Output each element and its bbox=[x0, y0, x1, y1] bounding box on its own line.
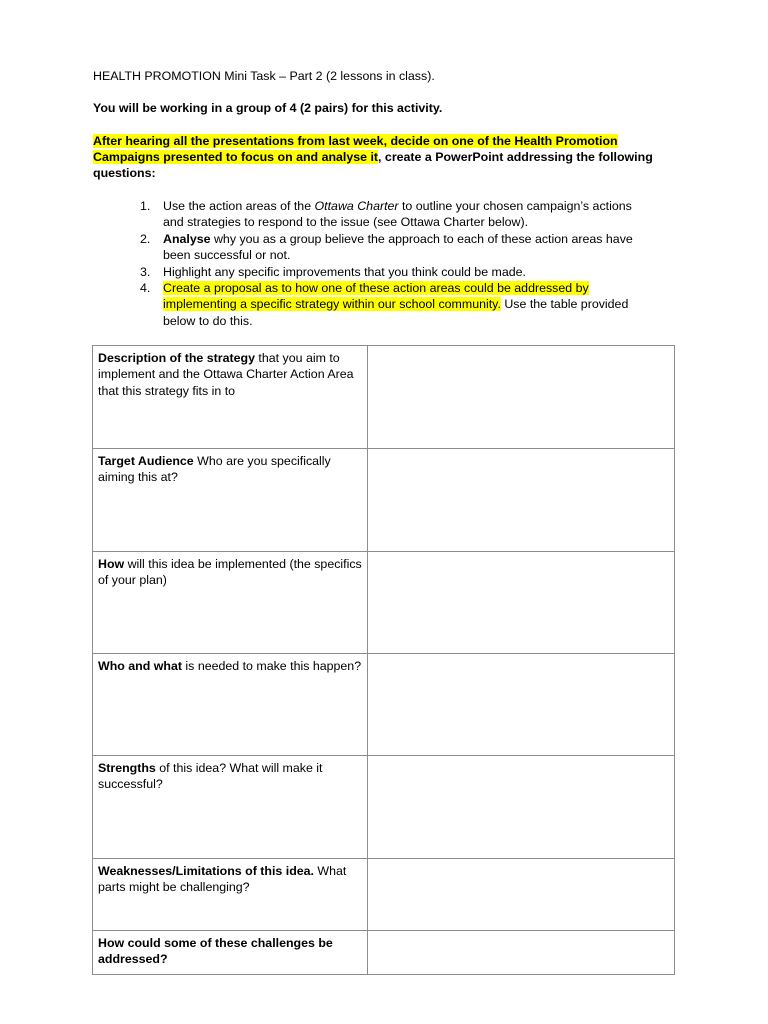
question-cell bbox=[93, 756, 368, 859]
question-cell bbox=[93, 552, 368, 654]
list-text: why you as a group believe the approach to each of these action areas have bbox=[210, 231, 633, 246]
question-cell bbox=[93, 654, 368, 756]
list-italic: Ottawa Charter bbox=[314, 199, 399, 213]
question-text: that you aim to implement and the Ottawa Charter Action Area that this strategy fits in to bbox=[98, 351, 354, 398]
list-item-line: below to do this. bbox=[163, 313, 253, 328]
question-bold: How bbox=[98, 557, 125, 571]
title-bold: HEALTH PROMOTION bbox=[93, 69, 221, 83]
question-bold: Strengths bbox=[98, 761, 156, 775]
list-item bbox=[93, 231, 673, 264]
question-bold: Weaknesses/Limitations of this idea. bbox=[98, 864, 314, 878]
table-row bbox=[93, 654, 675, 756]
title-rest: Mini Task – Part 2 (2 lessons in class). bbox=[220, 69, 435, 83]
table-row bbox=[93, 449, 675, 552]
list-item-line: Highlight any specific improvements that you think could be made. bbox=[163, 264, 526, 279]
strategy-table bbox=[92, 345, 675, 975]
question-cell bbox=[93, 346, 368, 449]
answer-cell[interactable] bbox=[368, 756, 675, 859]
question-bold: Target Audience bbox=[98, 454, 194, 468]
table-row bbox=[93, 859, 675, 931]
answer-cell[interactable] bbox=[368, 859, 675, 931]
question-text: of this idea? What will make it successful? bbox=[98, 761, 323, 792]
question-cell bbox=[93, 449, 368, 552]
instruction-line-3: questions: bbox=[93, 166, 156, 180]
list-number: 1. bbox=[140, 199, 151, 213]
question-bold: Description of the strategy bbox=[98, 351, 255, 365]
document-title bbox=[93, 68, 435, 84]
table-row bbox=[93, 346, 675, 449]
list-item-line bbox=[163, 231, 673, 247]
answer-cell[interactable] bbox=[368, 346, 675, 449]
question-text: What parts might be challenging? bbox=[98, 864, 347, 895]
list-text: to outline your chosen campaign’s actions bbox=[398, 199, 632, 213]
list-highlight: Create a proposal as to how one of these action areas could be addressed by bbox=[163, 281, 589, 296]
list-number: 2. bbox=[140, 231, 151, 246]
answer-cell[interactable] bbox=[368, 654, 675, 756]
instruction-highlight-1: After hearing all the presentations from last week, decide on one of the Health Promotion bbox=[93, 134, 618, 148]
list-number: 4. bbox=[140, 281, 151, 296]
instruction-highlight-2: Campaigns presented to focus on and analyse it bbox=[93, 150, 379, 164]
question-cell bbox=[93, 931, 368, 975]
list-item bbox=[93, 198, 673, 231]
question-list bbox=[93, 198, 673, 329]
question-bold: Who and what bbox=[98, 659, 182, 673]
answer-cell[interactable] bbox=[368, 449, 675, 552]
question-bold: How could some of these challenges be addressed? bbox=[98, 936, 333, 967]
list-item-line bbox=[163, 296, 673, 312]
list-bold: Analyse bbox=[163, 231, 211, 246]
question-text: Who are you specifically aiming this at? bbox=[98, 454, 331, 485]
answer-cell[interactable] bbox=[368, 931, 675, 975]
instruction-line-2 bbox=[93, 149, 653, 165]
instruction-line-1 bbox=[93, 133, 618, 149]
question-cell bbox=[93, 859, 368, 931]
list-item-line bbox=[163, 198, 673, 214]
list-item-line: been successful or not. bbox=[163, 248, 291, 263]
table-row bbox=[93, 552, 675, 654]
instruction-rest: , create a PowerPoint addressing the following bbox=[378, 150, 653, 164]
list-item bbox=[93, 264, 673, 280]
question-text: will this idea be implemented (the specifics of your plan) bbox=[98, 557, 362, 588]
list-text: Use the table provided bbox=[500, 297, 629, 312]
answer-cell[interactable] bbox=[368, 552, 675, 654]
table-row bbox=[93, 931, 675, 975]
question-text: is needed to make this happen? bbox=[181, 659, 362, 673]
list-highlight: implementing a specific strategy within our school community. bbox=[163, 297, 501, 312]
table-row bbox=[93, 756, 675, 859]
list-text: Use the action areas of the bbox=[163, 199, 315, 213]
list-item bbox=[93, 280, 673, 329]
list-item-line bbox=[163, 280, 673, 296]
list-number: 3. bbox=[140, 264, 151, 279]
list-item-line: and strategies to respond to the issue (see Ottawa Charter below). bbox=[163, 215, 529, 230]
group-note: You will be working in a group of 4 (2 pairs) for this activity. bbox=[93, 101, 443, 115]
